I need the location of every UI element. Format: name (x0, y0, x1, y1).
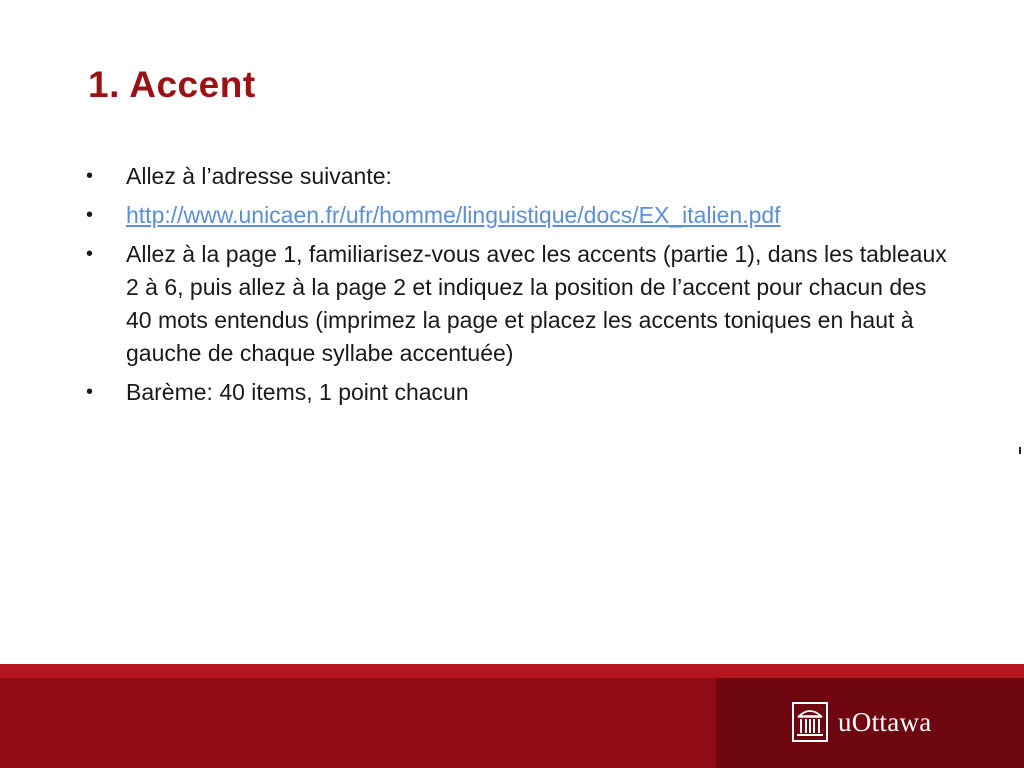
edge-mark (1019, 447, 1021, 454)
bullet-marker: • (86, 243, 94, 265)
logo-text: uOttawa (838, 706, 932, 737)
footer-stripe (0, 664, 1024, 678)
bullet-text: Allez à l’adresse suivante: (126, 163, 392, 189)
slide-title: 1. Accent (88, 64, 256, 105)
bullet-marker: • (86, 165, 94, 187)
bullet-item (84, 199, 954, 232)
document-link[interactable]: http://www.unicaen.fr/ufr/homme/linguistique/docs/EX_italien.pdf (126, 202, 781, 228)
bullet-item (84, 376, 954, 409)
bullet-text: Barème: 40 items, 1 point chacun (126, 379, 469, 405)
bullet-item (84, 238, 954, 370)
bullet-marker: • (86, 381, 94, 403)
uottawa-logo (792, 702, 932, 742)
bullet-list (84, 160, 954, 415)
bullet-text: Allez à la page 1, familiarisez-vous avec les accents (partie 1), dans les tableaux 2 à 6, puis allez à la page 2 et indiquez la position de l’accent pour chacun des 40 mots entendus (imprimez la page et placez les accents toniques en haut à gauche de chaque syllabe accentuée) (126, 241, 947, 366)
bullet-item (84, 160, 954, 193)
bullet-marker: • (86, 204, 94, 226)
university-building-icon (792, 702, 828, 742)
